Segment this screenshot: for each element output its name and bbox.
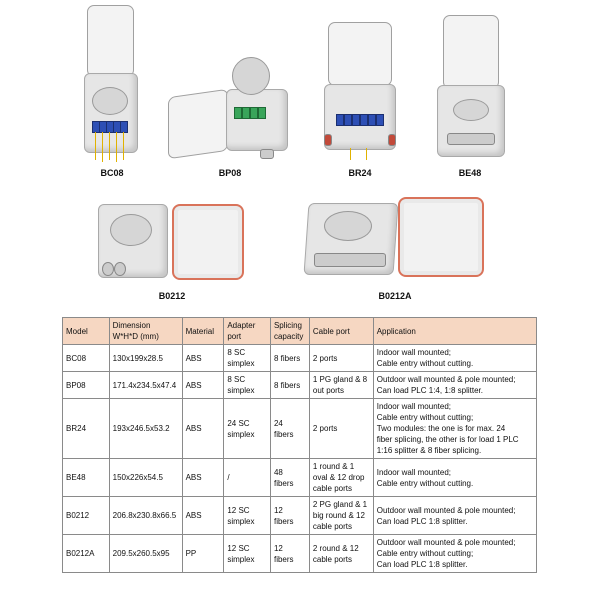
cell-model: BR24 — [63, 399, 110, 459]
cell-model: BC08 — [63, 345, 110, 372]
product-bp08 — [160, 55, 300, 177]
product-br24-photo — [320, 22, 400, 165]
header-material: Material — [182, 318, 224, 345]
cell-cable-port: 1 PG gland & 8 out ports — [309, 372, 373, 399]
cell-application: Indoor wall mounted; Cable entry without cutting. — [373, 345, 536, 372]
product-bc08 — [72, 5, 152, 177]
cell-dimension: 209.5x260.5x95 — [109, 535, 182, 573]
cell-adapter-port: 8 SC simplex — [224, 372, 271, 399]
cell-adapter-port: / — [224, 459, 271, 497]
product-b0212-label: B0212 — [158, 291, 186, 301]
cell-cable-port: 2 ports — [309, 345, 373, 372]
cell-splicing-capacity: 24 fibers — [270, 399, 309, 459]
header-adapter-port: Adapter port — [224, 318, 271, 345]
header-application: Application — [373, 318, 536, 345]
product-bc08-label: BC08 — [100, 168, 124, 178]
cell-splicing-capacity: 8 fibers — [270, 345, 309, 372]
table-header-row — [63, 318, 537, 345]
product-br24 — [320, 22, 400, 177]
cell-material: ABS — [182, 497, 224, 535]
cell-cable-port: 1 round & 1 oval & 12 drop cable ports — [309, 459, 373, 497]
cell-material: PP — [182, 535, 224, 573]
product-bp08-label: BP08 — [218, 168, 242, 178]
product-be48-photo — [425, 15, 515, 165]
header-splicing-capacity: Splicing capacity — [270, 318, 309, 345]
cell-adapter-port: 12 SC simplex — [224, 535, 271, 573]
cell-material: ABS — [182, 372, 224, 399]
product-bc08-photo — [72, 5, 152, 165]
cell-dimension: 150x226x54.5 — [109, 459, 182, 497]
product-b0212a-photo — [300, 195, 490, 285]
cell-model: B0212 — [63, 497, 110, 535]
spec-table — [62, 317, 537, 573]
cell-adapter-port: 12 SC simplex — [224, 497, 271, 535]
table-row — [63, 535, 537, 573]
header-model: Model — [63, 318, 110, 345]
product-br24-label: BR24 — [348, 168, 372, 178]
cell-material: ABS — [182, 399, 224, 459]
product-be48-label: BE48 — [458, 168, 482, 178]
cell-dimension: 171.4x234.5x47.4 — [109, 372, 182, 399]
cell-adapter-port: 24 SC simplex — [224, 399, 271, 459]
product-b0212 — [92, 200, 252, 305]
cell-adapter-port: 8 SC simplex — [224, 345, 271, 372]
cell-material: ABS — [182, 459, 224, 497]
product-bp08-photo — [160, 55, 300, 165]
product-be48 — [425, 15, 515, 177]
product-b0212a — [300, 195, 490, 305]
cell-application: Outdoor wall mounted & pole mounted; Can load PLC 1:4, 1:8 splitter. — [373, 372, 536, 399]
cell-application: Outdoor wall mounted & pole mounted; Cable entry without cutting; Can load PLC 1:8 splitter. — [373, 535, 536, 573]
cell-dimension: 193x246.5x53.2 — [109, 399, 182, 459]
cell-model: BP08 — [63, 372, 110, 399]
cell-splicing-capacity: 8 fibers — [270, 372, 309, 399]
table-row — [63, 345, 537, 372]
cell-cable-port: 2 round & 12 cable ports — [309, 535, 373, 573]
cell-splicing-capacity: 48 fibers — [270, 459, 309, 497]
table-row — [63, 459, 537, 497]
cell-splicing-capacity: 12 fibers — [270, 535, 309, 573]
header-cable-port: Cable port — [309, 318, 373, 345]
cell-material: ABS — [182, 345, 224, 372]
table-row — [63, 399, 537, 459]
header-dimension: Dimension W*H*D (mm) — [109, 318, 182, 345]
cell-model: BE48 — [63, 459, 110, 497]
table-row — [63, 372, 537, 399]
cell-dimension: 206.8x230.8x66.5 — [109, 497, 182, 535]
cell-splicing-capacity: 12 fibers — [270, 497, 309, 535]
cell-cable-port: 2 PG gland & 1 big round & 12 cable ports — [309, 497, 373, 535]
cell-dimension: 130x199x28.5 — [109, 345, 182, 372]
cell-application: Indoor wall mounted; Cable entry without cutting. — [373, 459, 536, 497]
table-row — [63, 497, 537, 535]
product-b0212-photo — [92, 200, 252, 285]
product-b0212a-label: B0212A — [378, 291, 412, 301]
cell-application: Indoor wall mounted; Cable entry without cutting; Two modules: the one is for max. 24 fiber splicing, the other is for load 1 PLC 1:16 splitter & 8 fiber splicing. — [373, 399, 536, 459]
cell-model: B0212A — [63, 535, 110, 573]
cell-cable-port: 2 ports — [309, 399, 373, 459]
cell-application: Outdoor wall mounted & pole mounted; Can load PLC 1:8 splitter. — [373, 497, 536, 535]
